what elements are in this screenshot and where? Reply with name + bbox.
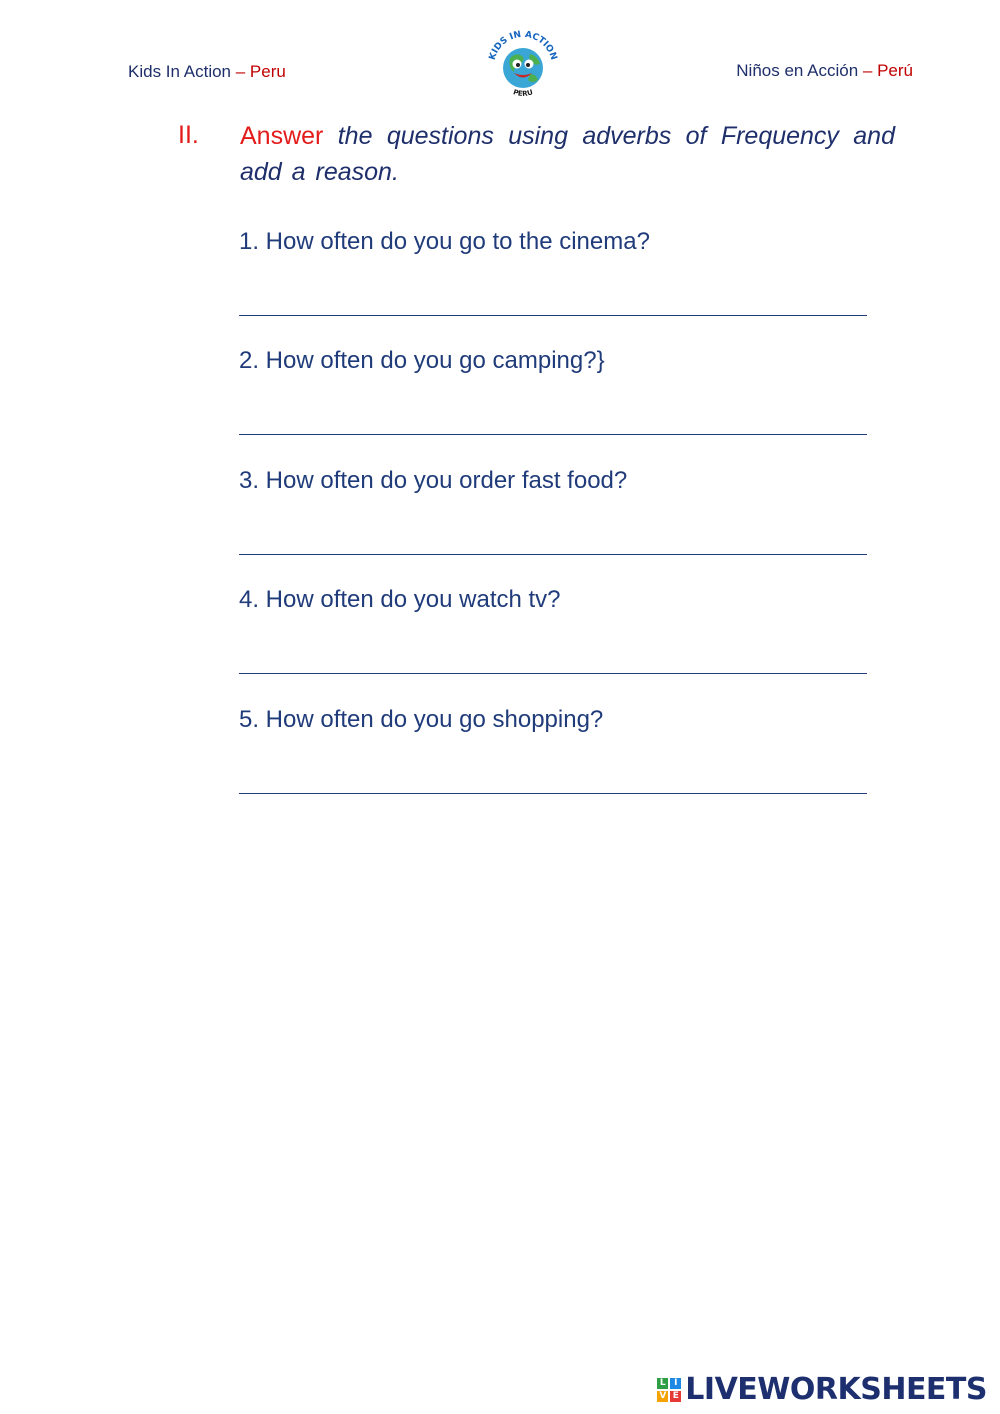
header-right-country: – Perú: [858, 61, 913, 80]
liveworksheets-brand: [657, 1372, 987, 1407]
section-number: II.: [178, 121, 199, 149]
header-right: [736, 61, 913, 81]
answer-line-2: [239, 434, 867, 435]
header-left-title: Kids In Action: [128, 62, 232, 81]
liveworksheets-logo-icon: [657, 1378, 681, 1402]
answer-line-4: [239, 673, 867, 674]
answer-input-2[interactable]: [239, 400, 871, 432]
header-left-country: – Peru: [231, 62, 286, 81]
instruction-verb: Answer: [240, 122, 324, 150]
question-1: 1. How often do you go to the cinema?: [239, 228, 650, 255]
header-left: [128, 62, 286, 82]
kids-in-action-logo: [480, 24, 566, 106]
liveworksheets-wordmark: LIVEWORKSHEETS: [685, 1372, 987, 1407]
logo-text-top: KIDS IN ACTION: [487, 29, 559, 62]
answer-input-1[interactable]: [239, 281, 871, 313]
svg-text:PERU: [512, 88, 534, 98]
question-2: 2. How often do you go camping?}: [239, 347, 605, 374]
instruction-text: the questions using adverbs of Frequency and add a reason.: [240, 122, 895, 186]
brand-tile-4: E: [670, 1391, 681, 1402]
question-4: 4. How often do you watch tv?: [239, 586, 561, 613]
brand-tile-3: V: [657, 1391, 668, 1402]
brand-tile-2: I: [670, 1378, 681, 1389]
section-instruction: [240, 118, 895, 190]
answer-line-1: [239, 315, 867, 316]
logo-text-bottom: PERU: [512, 88, 534, 99]
answer-input-3[interactable]: [239, 520, 871, 552]
question-5: 5. How often do you go shopping?: [239, 706, 604, 733]
answer-input-5[interactable]: [239, 759, 871, 791]
globe-mascot-icon: [480, 24, 566, 106]
answer-input-4[interactable]: [239, 639, 871, 671]
question-3: 3. How often do you order fast food?: [239, 467, 628, 494]
header-right-title: Niños en Acción: [736, 61, 859, 80]
answer-line-3: [239, 554, 867, 555]
answer-line-5: [239, 793, 867, 794]
brand-tile-1: L: [657, 1378, 668, 1389]
